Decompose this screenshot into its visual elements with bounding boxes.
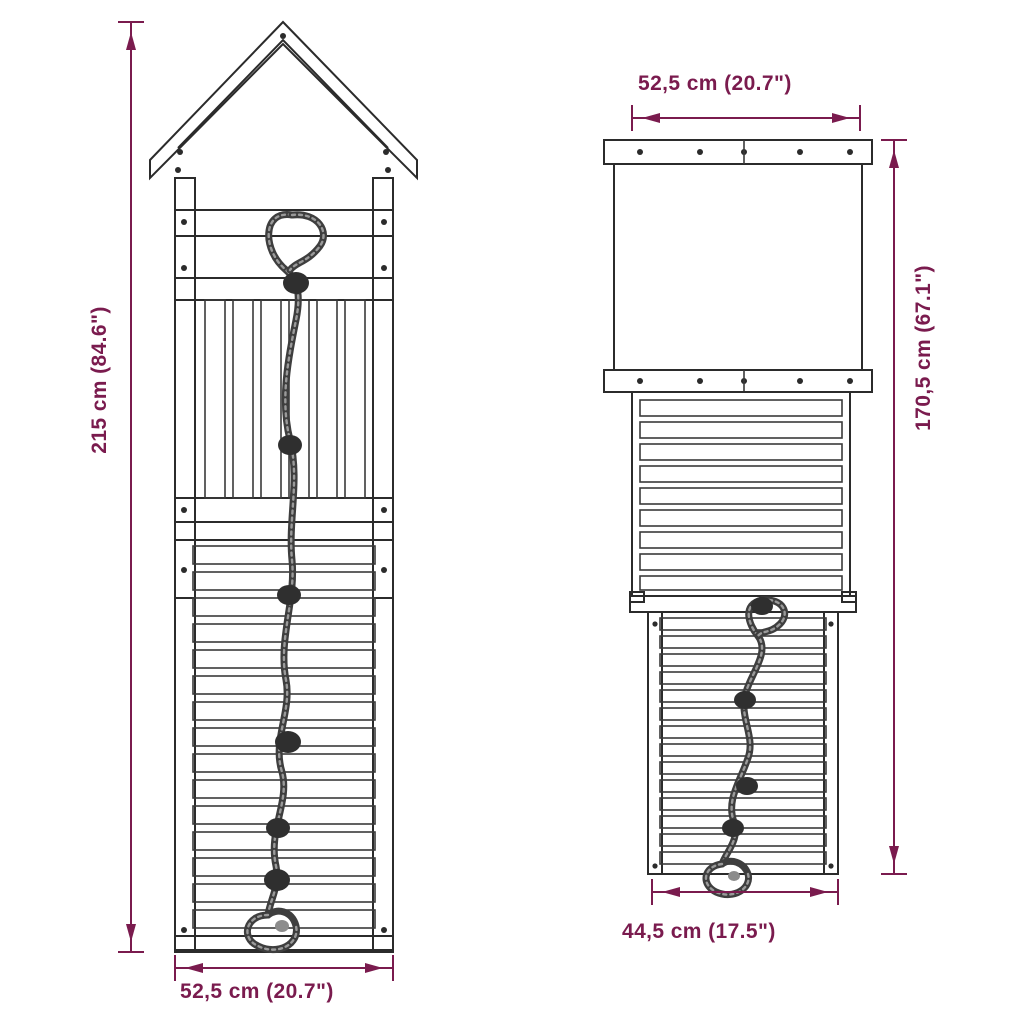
dim-side-height bbox=[881, 140, 907, 874]
dim-side-top-width bbox=[632, 105, 860, 131]
dimension-lines-layer bbox=[118, 22, 907, 981]
dim-front-width bbox=[175, 955, 393, 981]
front-roof bbox=[150, 22, 417, 178]
dimension-label-side-top-width: 52,5 cm (20.7") bbox=[638, 72, 792, 95]
dimension-label-side-width: 44,5 cm (17.5") bbox=[622, 920, 776, 943]
side-climbing-wall bbox=[648, 612, 838, 874]
dimension-label-front-height: 215 cm (84.6") bbox=[88, 306, 111, 454]
dimension-label-side-height: 170,5 cm (67.1") bbox=[912, 265, 935, 431]
front-climbing-rope bbox=[247, 215, 323, 950]
side-platform bbox=[630, 592, 856, 612]
side-body-panel bbox=[632, 392, 850, 596]
front-elevation-view bbox=[150, 22, 417, 952]
dim-front-height bbox=[118, 22, 144, 952]
dimension-label-front-width: 52,5 cm (20.7") bbox=[180, 980, 334, 1003]
side-climbing-rope bbox=[706, 597, 785, 895]
side-elevation-view bbox=[604, 140, 872, 895]
side-roof-block bbox=[604, 140, 872, 392]
